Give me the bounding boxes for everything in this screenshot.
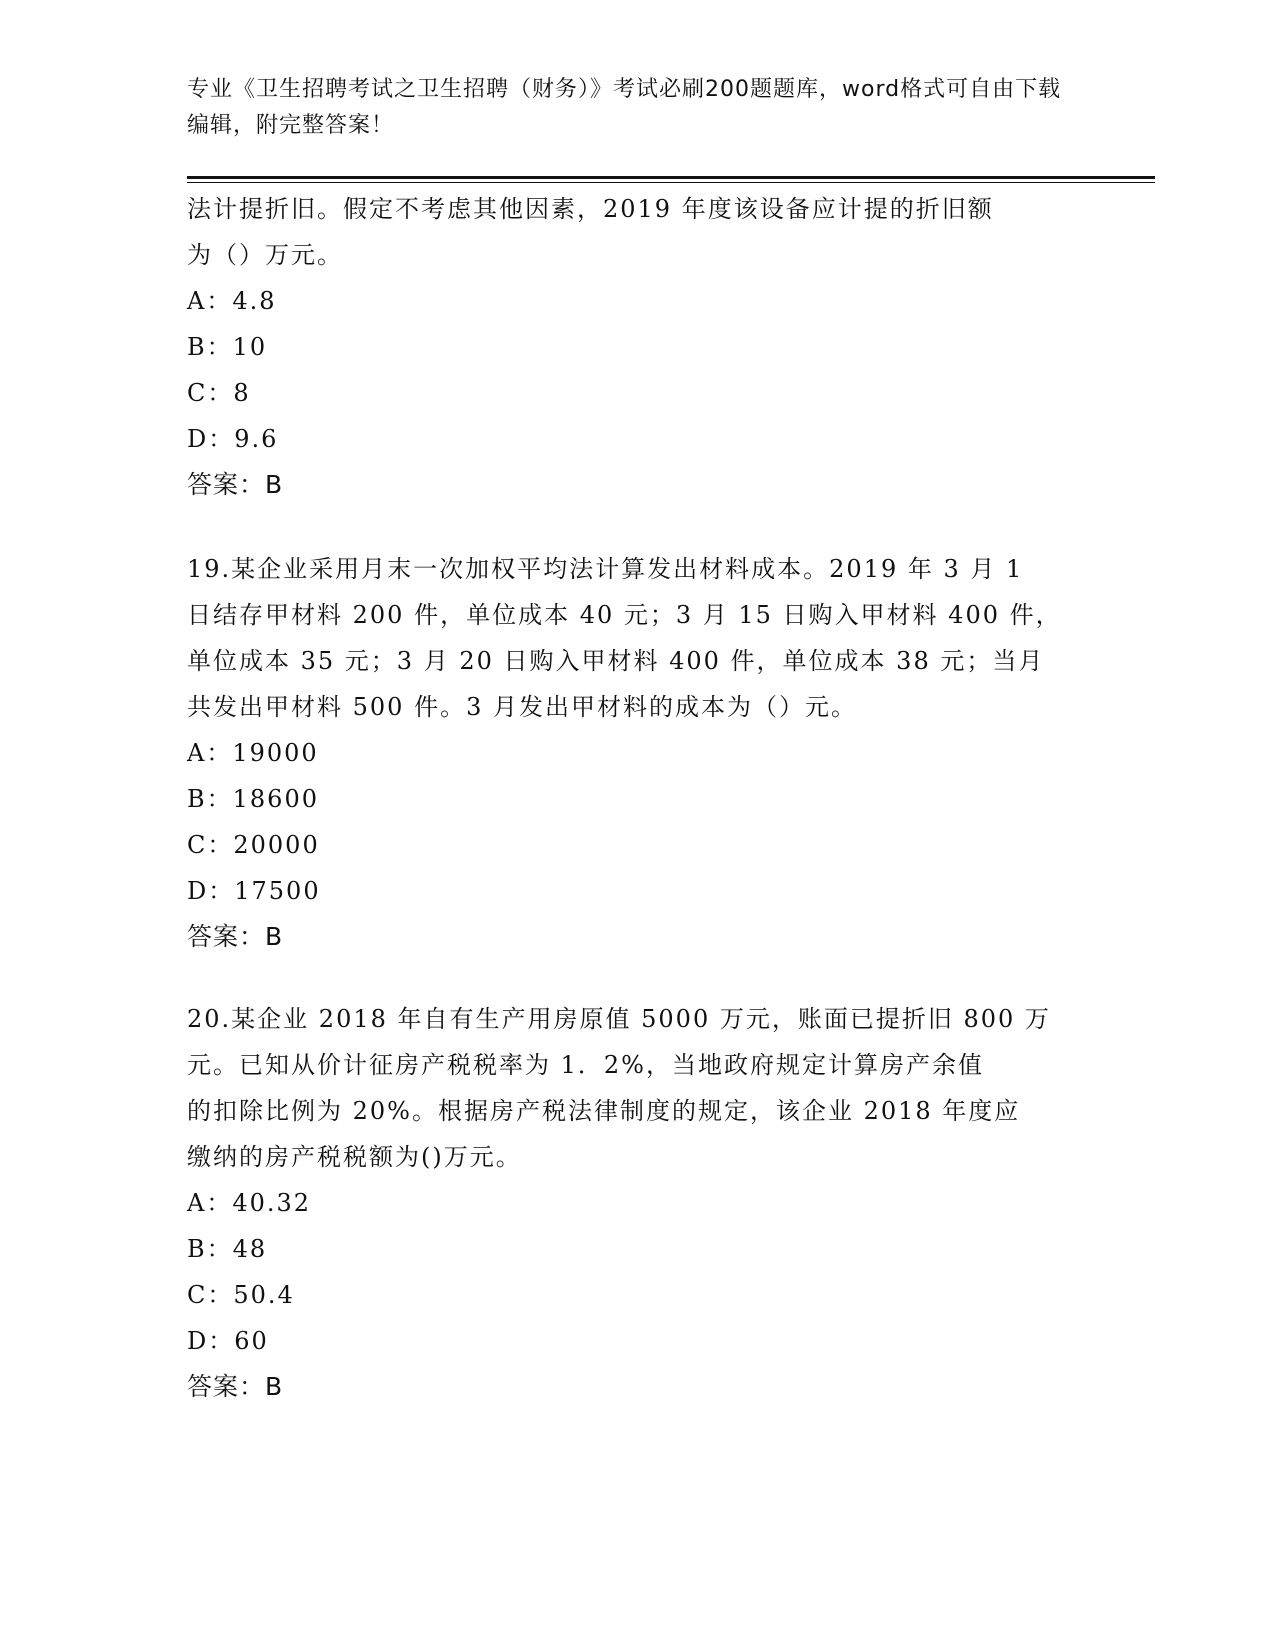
question-18-stem-line: 法计提折旧。假定不考虑其他因素，2019 年度该设备应计提的折旧额: [187, 195, 994, 223]
question-19-option-c: C：20000: [187, 831, 320, 859]
question-20-stem-line: 元。已知从价计征房产税税率为 1．2%，当地政府规定计算房产余值: [187, 1051, 984, 1079]
question-19-option-b: B：18600: [187, 785, 319, 813]
question-18-option-b: B：10: [187, 333, 268, 361]
question-18-answer: 答案：B: [187, 470, 284, 499]
question-20-stem-line: 20.某企业 2018 年自有生产用房原值 5000 万元，账面已提折旧 800 万: [187, 1005, 1051, 1033]
header-title: 专业《卫生招聘考试之卫生招聘（财务）》考试必刷200题题库，word格式可自由下载编辑，附完整答案！: [187, 77, 1062, 138]
question-18: [187, 186, 1087, 508]
question-18-option-a: A：4.8: [187, 287, 277, 315]
question-19-answer: 答案：B: [187, 922, 284, 951]
question-20-stem-line: 的扣除比例为 20%。根据房产税法律制度的规定，该企业 2018 年度应: [187, 1097, 1021, 1125]
question-19-stem-line: 日结存甲材料 200 件，单位成本 40 元；3 月 15 日购入甲材料 400 件，: [187, 601, 1062, 629]
header-rule-thick: [187, 176, 1155, 179]
question-19-option-d: D：17500: [187, 877, 321, 905]
question-20-answer: 答案：B: [187, 1372, 284, 1401]
question-18-option-d: D：9.6: [187, 425, 279, 453]
question-20-option-d: D：60: [187, 1327, 269, 1355]
question-18-stem-line: 为（）万元。: [187, 241, 343, 269]
header-rule-thin: [187, 182, 1155, 183]
question-20-option-c: C：50.4: [187, 1281, 295, 1309]
question-18-option-c: C：8: [187, 379, 251, 407]
question-19-stem-line: 19.某企业采用月末一次加权平均法计算发出材料成本。2019 年 3 月 1: [187, 555, 1024, 583]
question-20-option-b: B：48: [187, 1235, 268, 1263]
question-20: [187, 996, 1087, 1410]
question-19-stem-line: 单位成本 35 元；3 月 20 日购入甲材料 400 件，单位成本 38 元；当月: [187, 647, 1045, 675]
question-19-stem-line: 共发出甲材料 500 件。3 月发出甲材料的成本为（）元。: [187, 693, 857, 721]
question-20-stem-line: 缴纳的房产税税额为()万元。: [187, 1143, 522, 1171]
document-header: [187, 72, 1067, 144]
question-19: [187, 546, 1087, 960]
question-19-option-a: A：19000: [187, 739, 319, 767]
question-20-option-a: A：40.32: [187, 1189, 312, 1217]
